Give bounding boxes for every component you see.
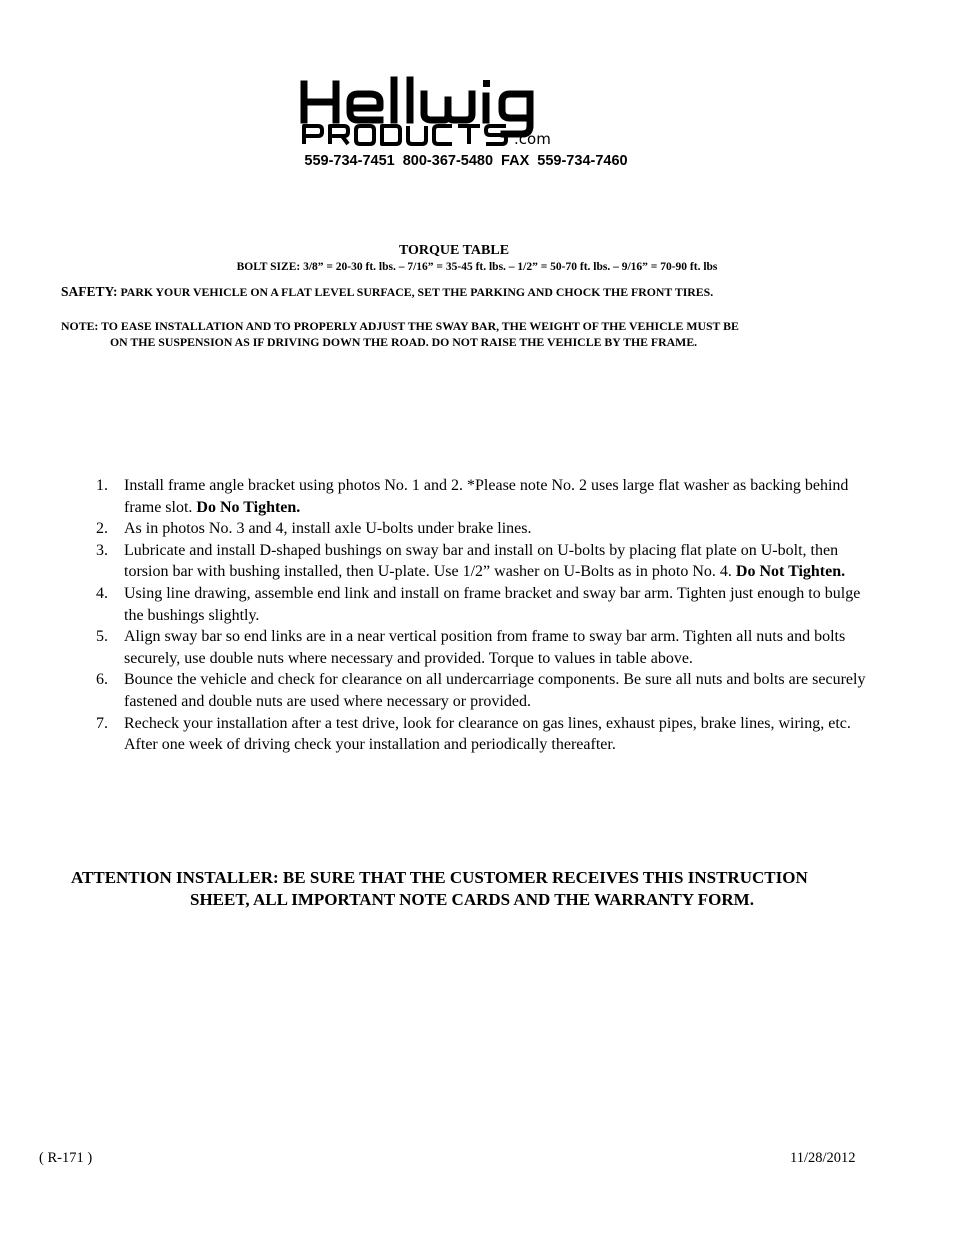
step-6 <box>96 669 876 712</box>
step-text: Install frame angle bracket using photos No. 1 and 2. *Please note No. 2 uses large flat washer as backing behind frame slot. <box>124 477 849 516</box>
safety-label: SAFETY: <box>61 284 118 299</box>
step-5 <box>96 626 876 669</box>
step-text: Bounce the vehicle and check for clearance on all undercarriage components. Be sure all nuts and bolts are securely fastened and double nuts are used where necessary or provided. <box>124 671 866 710</box>
step-number: 7. <box>96 714 108 732</box>
step-number: 4. <box>96 584 108 602</box>
step-7 <box>96 713 876 756</box>
attention-installer-notice <box>71 867 901 911</box>
safety-text: PARK YOUR VEHICLE ON A FLAT LEVEL SURFACE, SET THE PARKING AND CHOCK THE FRONT TIRES. <box>117 285 714 299</box>
step-text: Align sway bar so end links are in a near vertical position from frame to sway bar arm. Tighten all nuts and bolts securely, use double nuts where necessary and provided. Torque to values in table above. <box>124 628 846 667</box>
note-line-2: ON THE SUSPENSION AS IF DRIVING DOWN THE ROAD. DO NOT RAISE THE VEHICLE BY THE FRAME. <box>110 335 698 349</box>
step-2 <box>96 518 876 540</box>
hellwig-logo <box>298 76 634 148</box>
step-4 <box>96 583 876 626</box>
bolt-size-torque-values: BOLT SIZE: 3/8” = 20-30 ft. lbs. – 7/16” = 35-45 ft. lbs. – 1/2” = 50-70 ft. lbs. – 9/16” = 70-90 ft. lbs <box>236 261 718 273</box>
attention-line-1: ATTENTION INSTALLER: BE SURE THAT THE CUSTOMER RECEIVES THIS INSTRUCTION <box>71 868 808 887</box>
step-text: Using line drawing, assemble end link and install on frame bracket and sway bar arm. Tighten just enough to bulge the bushings slightly. <box>124 584 861 624</box>
installation-steps <box>96 475 876 756</box>
safety-notice <box>61 284 713 300</box>
attention-line-2: SHEET, ALL IMPORTANT NOTE CARDS AND THE WARRANTY FORM. <box>190 890 754 909</box>
step-text: As in photos No. 3 and 4, install axle U-bolts under brake lines. <box>124 520 532 538</box>
step-1 <box>96 475 876 518</box>
torque-table-title: TORQUE TABLE <box>398 243 510 258</box>
step-number: 6. <box>96 671 108 689</box>
step-text: Recheck your installation after a test drive, look for clearance on gas lines, exhaust pipes, brake lines, wiring, etc. After one week of driving check your installation and periodically thereafter. <box>124 714 851 754</box>
step-number: 3. <box>96 541 108 559</box>
step-text: Lubricate and install D-shaped bushings on sway bar and install on U-bolts by placing flat plate on U-bolt, then torsion bar with bushing installed, then U-plate. Use 1/2” washer on U-Bolts as in photo No. 4. <box>124 541 839 581</box>
document-code: ( R-171 ) <box>39 1150 93 1166</box>
step-emphasis: Do Not Tighten. <box>735 563 846 581</box>
document-date: 11/28/2012 <box>790 1150 856 1166</box>
step-number: 2. <box>96 520 108 538</box>
step-3 <box>96 540 876 583</box>
phone-numbers: 559-734-7451 800-367-5480 FAX 559-734-7460 <box>304 153 628 169</box>
step-emphasis: Do No Tighten. <box>196 498 301 516</box>
note-line-1: NOTE: TO EASE INSTALLATION AND TO PROPERLY ADJUST THE SWAY BAR, THE WEIGHT OF THE VEHICLE MUST BE <box>61 319 739 333</box>
step-number: 5. <box>96 628 108 646</box>
step-number: 1. <box>96 477 108 494</box>
installation-note <box>61 318 883 350</box>
svg-text:.com: .com <box>514 130 551 148</box>
